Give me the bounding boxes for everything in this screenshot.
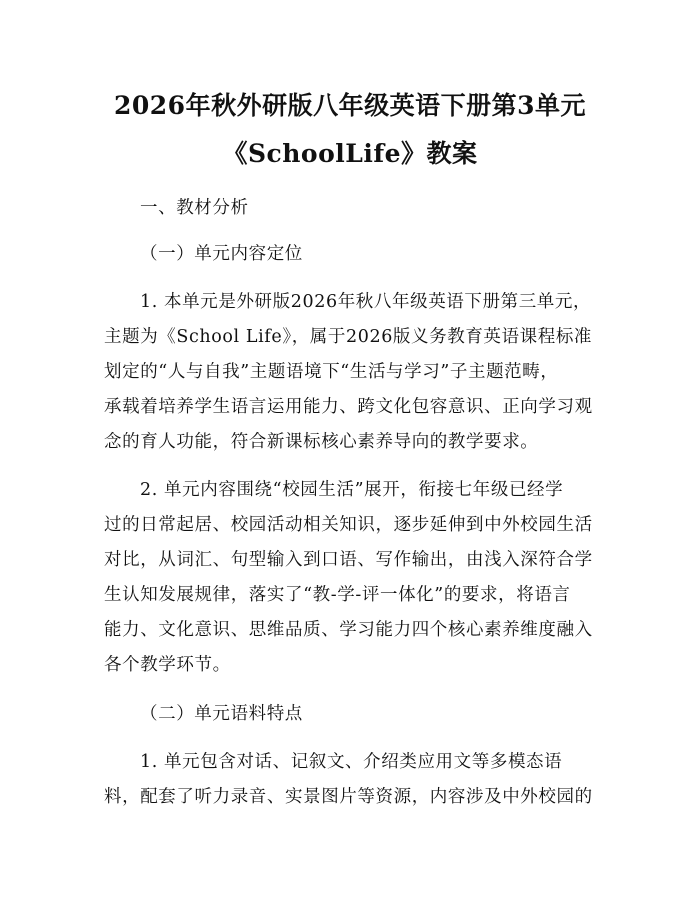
paragraph-1-line-1: 1. 本单元是外研版2026年秋八年级英语下册第三单元， [140, 292, 592, 312]
paragraph-3-line-1: 1. 单元包含对话、记叙文、介绍类应用文等多模态语 [140, 752, 563, 772]
paragraph-1-line-3: 划定的“人与自我”主题语境下“生活与学习”子主题范畴， [104, 362, 559, 382]
subsection-heading-corpus-features: （二）单元语料特点 [140, 704, 303, 724]
paragraph-1-line-5: 念的育人功能，符合新课标核心素养导向的教学要求。 [104, 432, 539, 452]
paragraph-2-line-4: 生认知发展规律，落实了“教-学-评一体化”的要求，将语言 [104, 585, 571, 605]
paragraph-1-line-2: 主题为《School Life》，属于2026版义务教育英语课程标准 [104, 327, 593, 347]
paragraph-2-line-5: 能力、文化意识、思维品质、学习能力四个核心素养维度融入 [104, 620, 593, 640]
paragraph-2-line-2: 过的日常起居、校园活动相关知识，逐步延伸到中外校园生活 [104, 515, 593, 535]
paragraph-1-line-4: 承载着培养学生语言运用能力、跨文化包容意识、正向学习观 [104, 397, 593, 417]
paragraph-2-line-1: 2. 单元内容围绕“校园生活”展开，衔接七年级已经学 [140, 480, 564, 500]
paragraph-2-line-3: 对比，从词汇、句型输入到口语、写作输出，由浅入深符合学 [104, 550, 593, 570]
subsection-heading-unit-positioning: （一）单元内容定位 [140, 244, 303, 264]
section-heading-teaching-material-analysis: 一、教材分析 [140, 198, 249, 218]
document-title-line-1: 2026年秋外研版八年级英语下册第3单元 [114, 91, 586, 120]
paragraph-2-line-6: 各个教学环节。 [104, 655, 231, 675]
paragraph-3-line-2: 料，配套了听力录音、实景图片等资源，内容涉及中外校园的 [104, 787, 593, 807]
document-title-line-2: 《SchoolLife》教案 [222, 139, 478, 168]
